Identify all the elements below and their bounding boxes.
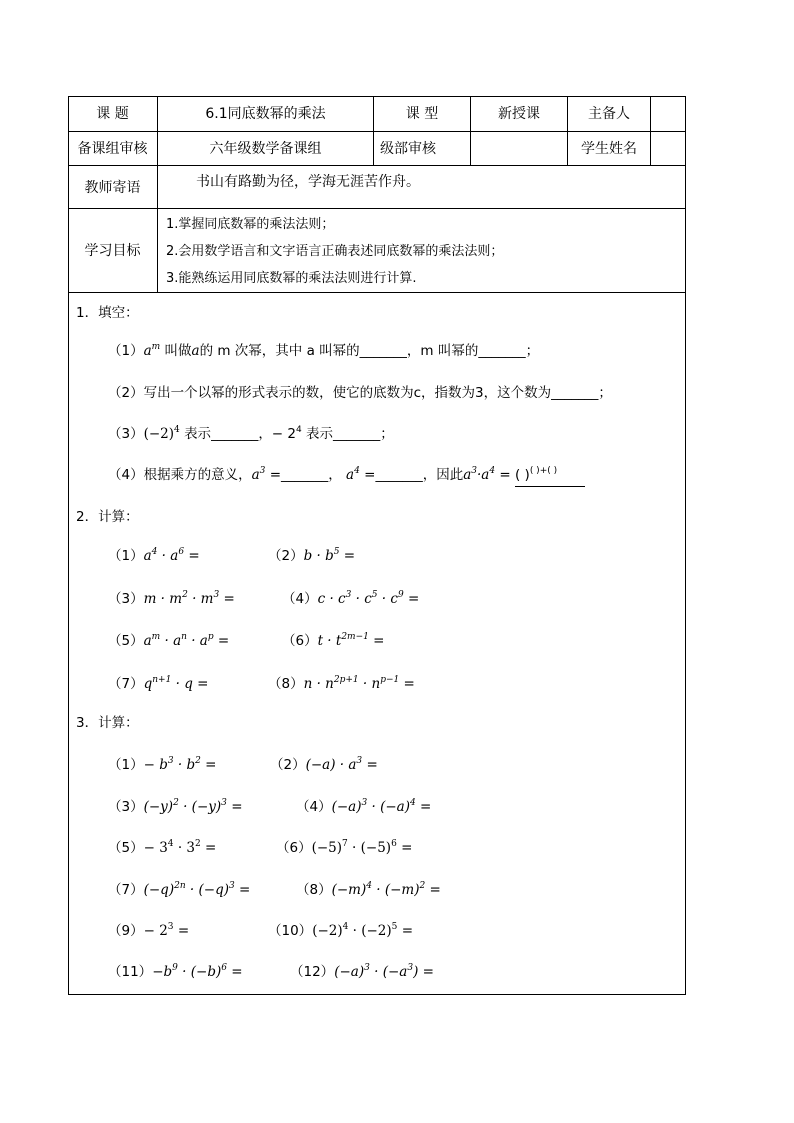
section3-title: 3．计算： — [76, 715, 139, 731]
calc-item: $(6)t \cdot t^{2m-1}$ = — [282, 632, 385, 649]
course-type-value: 新授课 — [498, 106, 540, 122]
group-review-value: 六年级数学备课组 — [209, 141, 322, 157]
fill-item-2: （2）写出一个以幂的形式表示的数，使它的底数为c，指数为3，这个数为_______； — [108, 385, 612, 401]
calc-item: $(8)n \cdot n^{2p+1} \cdot n^{p-1}$ = — [268, 675, 415, 692]
learning-goal-1: 1.掌握同底数幂的乘法法则； — [166, 217, 335, 232]
fill-item-3: $(3)(-2)^4$ 表示_______，− $2^4$ 表示_______； — [108, 425, 394, 442]
calc-item: $(7)q^{n+1} \cdot q$ = — [108, 675, 209, 692]
item-number: （7） — [108, 882, 144, 898]
label-lead-preparer: 主备人 — [588, 106, 630, 122]
item-number: （2） — [108, 385, 144, 401]
lesson-title: 6.1同底数幂的乘法 — [205, 106, 326, 122]
item-number: （4） — [296, 799, 332, 815]
calc-item: $(1)- b^3 \cdot b^2$ = — [108, 756, 217, 773]
row-divider — [68, 165, 686, 166]
item-number: （8） — [296, 882, 332, 898]
label-teacher-message: 教师寄语 — [84, 180, 141, 196]
calc-item: $(1)a^4 \cdot a^6$ = — [108, 547, 200, 564]
item-number: （1） — [108, 548, 144, 564]
fill-item-1: $(1)a^m$ 叫做a的 m 次幂，其中 a 叫幂的_______，m 叫幂的_______； — [108, 342, 540, 359]
calc-item: $(7)(-q)^{2n} \cdot (-q)^3$ = — [108, 881, 251, 898]
label-grade-review: 级部审核 — [380, 141, 436, 157]
fill-item-4: （4）根据乘方的意义，$a^3$ =_______， $a^4$ =_______，因此$a^3\cdot a^4$ = ( )( )+( ) — [108, 466, 585, 487]
calc-item: $(3)(-y)^2 \cdot (-y)^3$ = — [108, 798, 243, 815]
item-number: （9） — [108, 923, 144, 939]
item-number: （6） — [276, 840, 312, 856]
blank-field[interactable]: _______ — [211, 426, 259, 442]
label-course-title: 课 题 — [96, 106, 129, 122]
calc-item: $(3)m \cdot m^2 \cdot m^3$ = — [108, 590, 235, 607]
blank-field[interactable]: _______ — [375, 467, 423, 483]
calc-item: $(5)a^m \cdot a^n \cdot a^p$ = — [108, 632, 230, 649]
section1-title: 1．填空： — [76, 305, 139, 321]
item-number: （3） — [108, 799, 144, 815]
blank-field[interactable]: _______ — [359, 343, 407, 359]
section2-title: 2．计算： — [76, 509, 139, 525]
row-divider — [68, 292, 686, 293]
col-divider — [157, 96, 158, 292]
learning-goal-3: 3.能熟练运用同底数幂的乘法法则进行计算. — [166, 271, 417, 286]
calc-item: $(12)(-a)^3 \cdot (-a^3)$ = — [290, 963, 434, 980]
teacher-motto: 书山有路勤为径，学海无涯苦作舟。 — [196, 174, 420, 190]
calc-item: $(8)(-m)^4 \cdot (-m)^2$ = — [296, 881, 441, 898]
item-number: （2） — [270, 757, 306, 773]
item-number: （1） — [108, 757, 144, 773]
label-course-type: 课 型 — [405, 106, 439, 122]
calc-item: $(4)(-a)^3 \cdot (-a)^4$ = — [296, 798, 432, 815]
calc-item: $(9)- 2^3$ = — [108, 922, 190, 939]
calc-item: $(6)(-5)^7 \cdot (-5)^6$ = — [276, 839, 413, 856]
item-number: （7） — [108, 676, 144, 692]
answer-line[interactable]: ( )( )+( ) — [515, 466, 585, 487]
item-number: （6） — [282, 633, 318, 649]
item-number: （3） — [108, 426, 144, 442]
item-number: （3） — [108, 591, 144, 607]
blank-field[interactable]: _______ — [281, 467, 329, 483]
item-number: （12） — [290, 964, 335, 980]
item-number: （8） — [268, 676, 304, 692]
col-divider — [650, 96, 651, 165]
item-number: （4） — [108, 467, 144, 483]
item-number: （4） — [282, 591, 318, 607]
calc-item: $(4)c \cdot c^3 \cdot c^5 \cdot c^9$ = — [282, 590, 420, 607]
label-student-name: 学生姓名 — [581, 141, 637, 157]
label-group-review: 备课组审核 — [77, 141, 148, 157]
item-number: （2） — [268, 548, 304, 564]
blank-field[interactable]: _______ — [551, 385, 599, 401]
row-divider — [68, 131, 686, 132]
item-number: （10） — [268, 923, 313, 939]
item-number: （5） — [108, 840, 144, 856]
calc-item: $(11)-b^9 \cdot (-b)^6$ = — [108, 963, 243, 980]
item-number: （1） — [108, 343, 144, 359]
learning-goal-2: 2.会用数学语言和文字语言正确表述同底数幂的乘法法则； — [166, 244, 504, 259]
label-learning-goals: 学习目标 — [84, 243, 141, 259]
worksheet-frame — [68, 96, 686, 995]
calc-item: $(2)(-a) \cdot a^3$ = — [270, 756, 378, 773]
calc-item: $(2)b \cdot b^5$ = — [268, 547, 356, 564]
row-divider — [68, 208, 686, 209]
blank-field[interactable]: _______ — [478, 343, 526, 359]
item-number: （5） — [108, 633, 144, 649]
calc-item: $(5)- 3^4 \cdot 3^2$ = — [108, 839, 217, 856]
calc-item: $(10)(-2)^4 \cdot (-2)^5$ = — [268, 922, 414, 939]
blank-field[interactable]: _______ — [333, 426, 381, 442]
item-number: （11） — [108, 964, 153, 980]
